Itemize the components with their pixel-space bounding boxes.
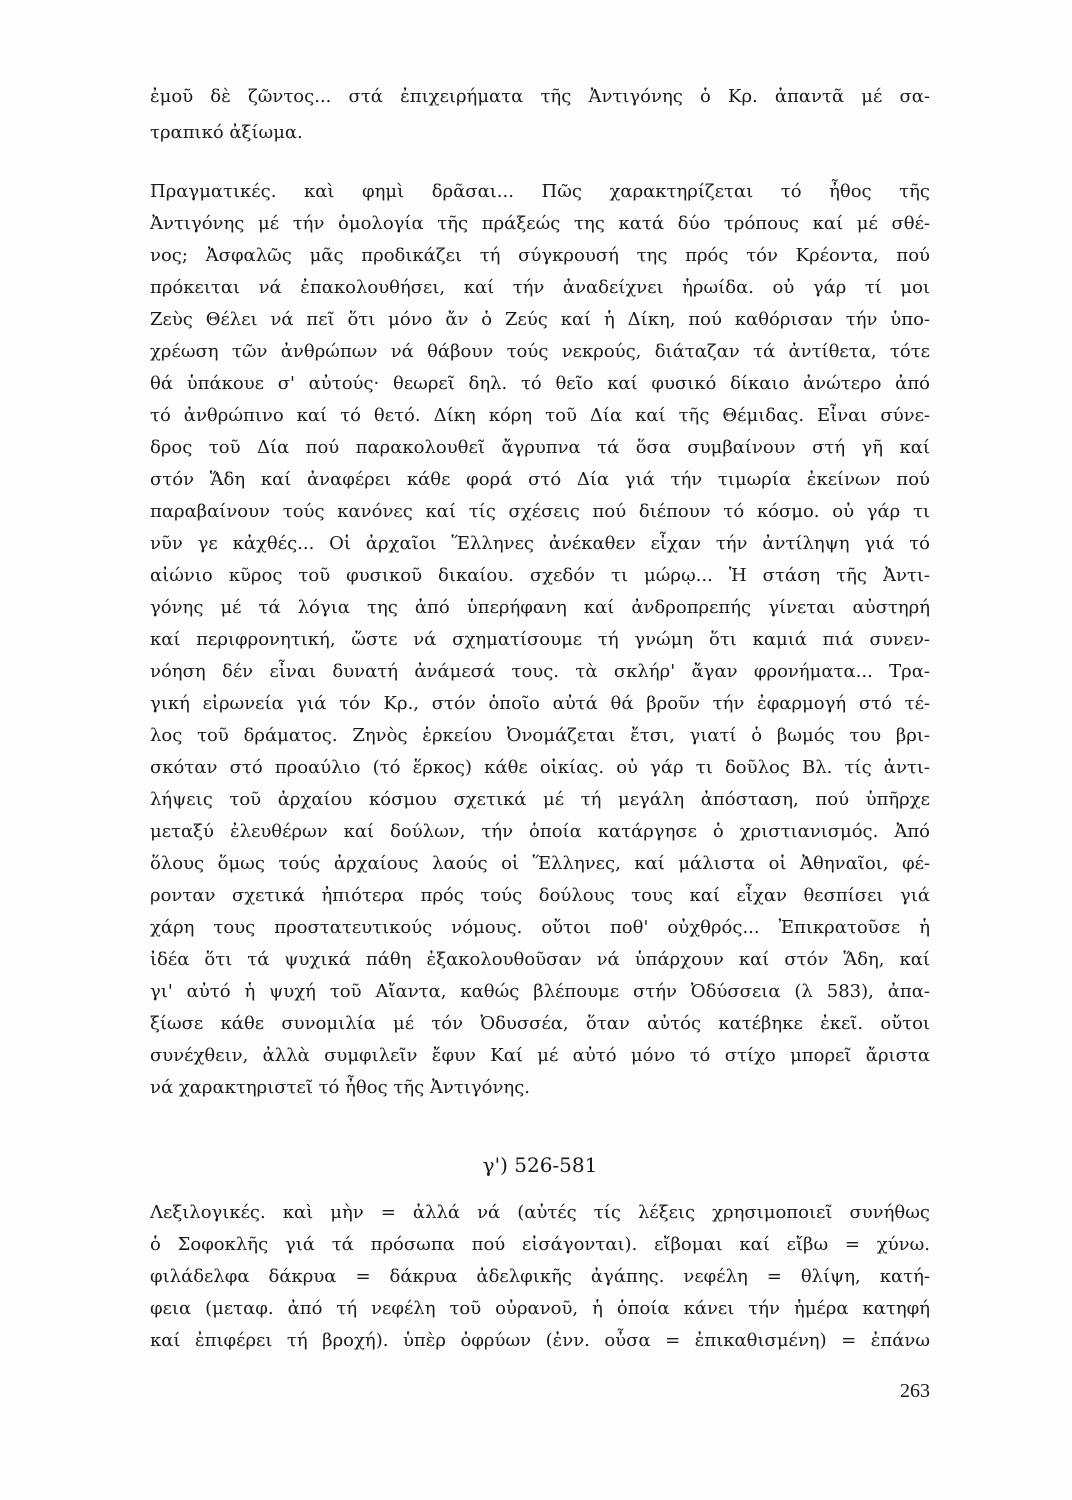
text-line: τραπικό ἀξίωμα. <box>150 122 303 143</box>
text-line: γι' αὐτό ἡ ψυχή τοῦ Αἴαντα, καθώς βλέπουμε στήν Ὀδύσσεια (λ 583), ἀπα- <box>150 981 930 1002</box>
text-line: παραβαίνουν τούς κανόνες καί τίς σχέσεις πού διέπουν τό κόσμο. οὐ γάρ τι <box>150 501 930 522</box>
text-line: Λεξιλογικές. καὶ μὴν = ἀλλά νά (αὐτές τίς λέξεις χρησιμοποιεῖ συνήθως <box>150 1202 930 1223</box>
text-line: λος τοῦ δράματος. Ζηνὸς ἑρκείου Ὀνομάζεται ἔτσι, γιατί ὁ βωμός του βρι- <box>150 725 930 746</box>
text-line: χρέωση τῶν ἀνθρώπων νά θάβουν τούς νεκρούς, διάταζαν τά ἀντίθετα, τότε <box>150 341 930 362</box>
text-line: ξίωσε κάθε συνομιλία μέ τόν Ὀδυσσέα, ὅταν αὐτός κατέβηκε ἐκεῖ. οὔτοι <box>150 1013 930 1034</box>
text-line: καί ἐπιφέρει τή βροχή). ὑπὲρ ὀφρύων (ἐνν. οὖσα = ἐπικαθισμένη) = ἐπάνω <box>150 1330 930 1351</box>
text-line: τό ἀνθρώπινο καί τό θετό. Δίκη κόρη τοῦ Δία καί τῆς Θέμιδας. Εἶναι σύνε- <box>150 405 930 426</box>
text-line: συνέχθειν, ἀλλὰ συμφιλεῖν ἔφυν Καί μέ αὐτό μόνο τό στίχο μπορεῖ ἄριστα <box>150 1045 930 1066</box>
text-line: ὁ Σοφοκλῆς γιά τά πρόσωπα πού εἰσάγονται). εἴβομαι καί εἴβω = χύνω. <box>150 1234 930 1255</box>
text-line: καί περιφρονητική, ὥστε νά σχηματίσουμε τή γνώμη ὅτι καμιά πιά συνεν- <box>150 629 930 650</box>
text-line: νά χαρακτηριστεῖ τό ἦθος τῆς Ἀντιγόνης. <box>150 1077 531 1098</box>
text-line: Πραγματικές. καὶ φημὶ δρᾶσαι... Πῶς χαρακτηρίζεται τό ἦθος τῆς <box>150 181 930 202</box>
text-line: σκόταν στό προαύλιο (τό ἕρκος) κάθε οἰκίας. οὐ γάρ τι δοῦλος Βλ. τίς ἀντι- <box>150 757 930 778</box>
page-number: 263 <box>900 1380 930 1402</box>
text-line: νος; Ἀσφαλῶς μᾶς προδικάζει τή σύγκρουσή της πρός τόν Κρέοντα, πού <box>150 245 930 266</box>
text-line: ὅλους ὅμως τούς ἀρχαίους λαούς οἱ Ἕλληνες, καί μάλιστα οἱ Ἀθηναῖοι, φέ- <box>150 853 930 874</box>
text-line: ρονταν σχετικά ἠπιότερα πρός τούς δούλους τους καί εἶχαν θεσπίσει γιά <box>150 885 930 906</box>
text-line: ἐμοῦ δὲ ζῶντος... στά ἐπιχειρήματα τῆς Ἀντιγόνης ὁ Κρ. ἀπαντᾶ μέ σα- <box>150 86 930 107</box>
text-line: αἰώνιο κῦρος τοῦ φυσικοῦ δικαίου. σχεδόν τι μώρῳ... Ἡ στάση τῆς Ἀντι- <box>150 565 930 586</box>
text-line: ἰδέα ὅτι τά ψυχικά πάθη ἐξακολουθοῦσαν νά ὑπάρχουν καί στόν Ἅδη, καί <box>150 949 930 970</box>
text-line: δρος τοῦ Δία πού παρακολουθεῖ ἄγρυπνα τά ὅσα συμβαίνουν στή γῆ καί <box>150 437 930 458</box>
text-line: Ἀντιγόνης μέ τήν ὁμολογία τῆς πράξεώς της κατά δύο τρόπους καί μέ σθέ- <box>150 213 930 234</box>
text-line: μεταξύ ἐλευθέρων καί δούλων, τήν ὁποία κατάργησε ὁ χριστιανισμός. Ἀπό <box>150 821 930 842</box>
text-line: στόν Ἅδη καί ἀναφέρει κάθε φορά στό Δία γιά τήν τιμωρία ἐκείνων πού <box>150 469 930 490</box>
text-line: νῦν γε κἀχθές... Οἱ ἀρχαῖοι Ἕλληνες ἀνέκαθεν εἶχαν τήν ἀντίληψη γιά τό <box>150 533 930 554</box>
text-line: νόηση δέν εἶναι δυνατή ἀνάμεσά τους. τὰ σκλήρ' ἄγαν φρονήματα... Τρα- <box>150 661 930 682</box>
text-line: γόνης μέ τά λόγια της ἀπό ὑπερήφανη καί ἀνδροπρεπής γίνεται αὐστηρή <box>150 597 930 618</box>
section-heading: γ') 526-581 <box>482 1153 598 1177</box>
text-line: γική εἰρωνεία γιά τόν Κρ., στόν ὁποῖο αὐτά θά βροῦν τήν ἐφαρμογή στό τέ- <box>150 693 930 714</box>
text-line: φεια (μεταφ. ἀπό τή νεφέλη τοῦ οὐρανοῦ, ἡ ὁποία κάνει τήν ἡμέρα κατηφή <box>150 1298 930 1319</box>
text-line: Ζεὺς Θέλει νά πεῖ ὅτι μόνο ἄν ὁ Ζεύς καί ἡ Δίκη, πού καθόρισαν τήν ὑπο- <box>150 309 930 330</box>
text-line: χάρη τους προστατευτικούς νόμους. οὔτοι ποθ' οὐχθρός... Ἐπικρατοῦσε ἡ <box>150 917 930 938</box>
text-line: θά ὑπάκουε σ' αὐτούς· θεωρεῖ δηλ. τό θεῖο καί φυσικό δίκαιο ἀνώτερο ἀπό <box>150 373 930 394</box>
text-line: λήψεις τοῦ ἀρχαίου κόσμου σχετικά μέ τή μεγάλη ἀπόσταση, πού ὑπῆρχε <box>150 789 930 810</box>
text-line: πρόκειται νά ἐπακολουθήσει, καί τήν ἀναδείχνει ἡρωίδα. οὐ γάρ τί μοι <box>150 277 930 298</box>
text-line: φιλάδελφα δάκρυα = δάκρυα ἀδελφικῆς ἀγάπης. νεφέλη = θλίψη, κατή- <box>150 1266 930 1287</box>
